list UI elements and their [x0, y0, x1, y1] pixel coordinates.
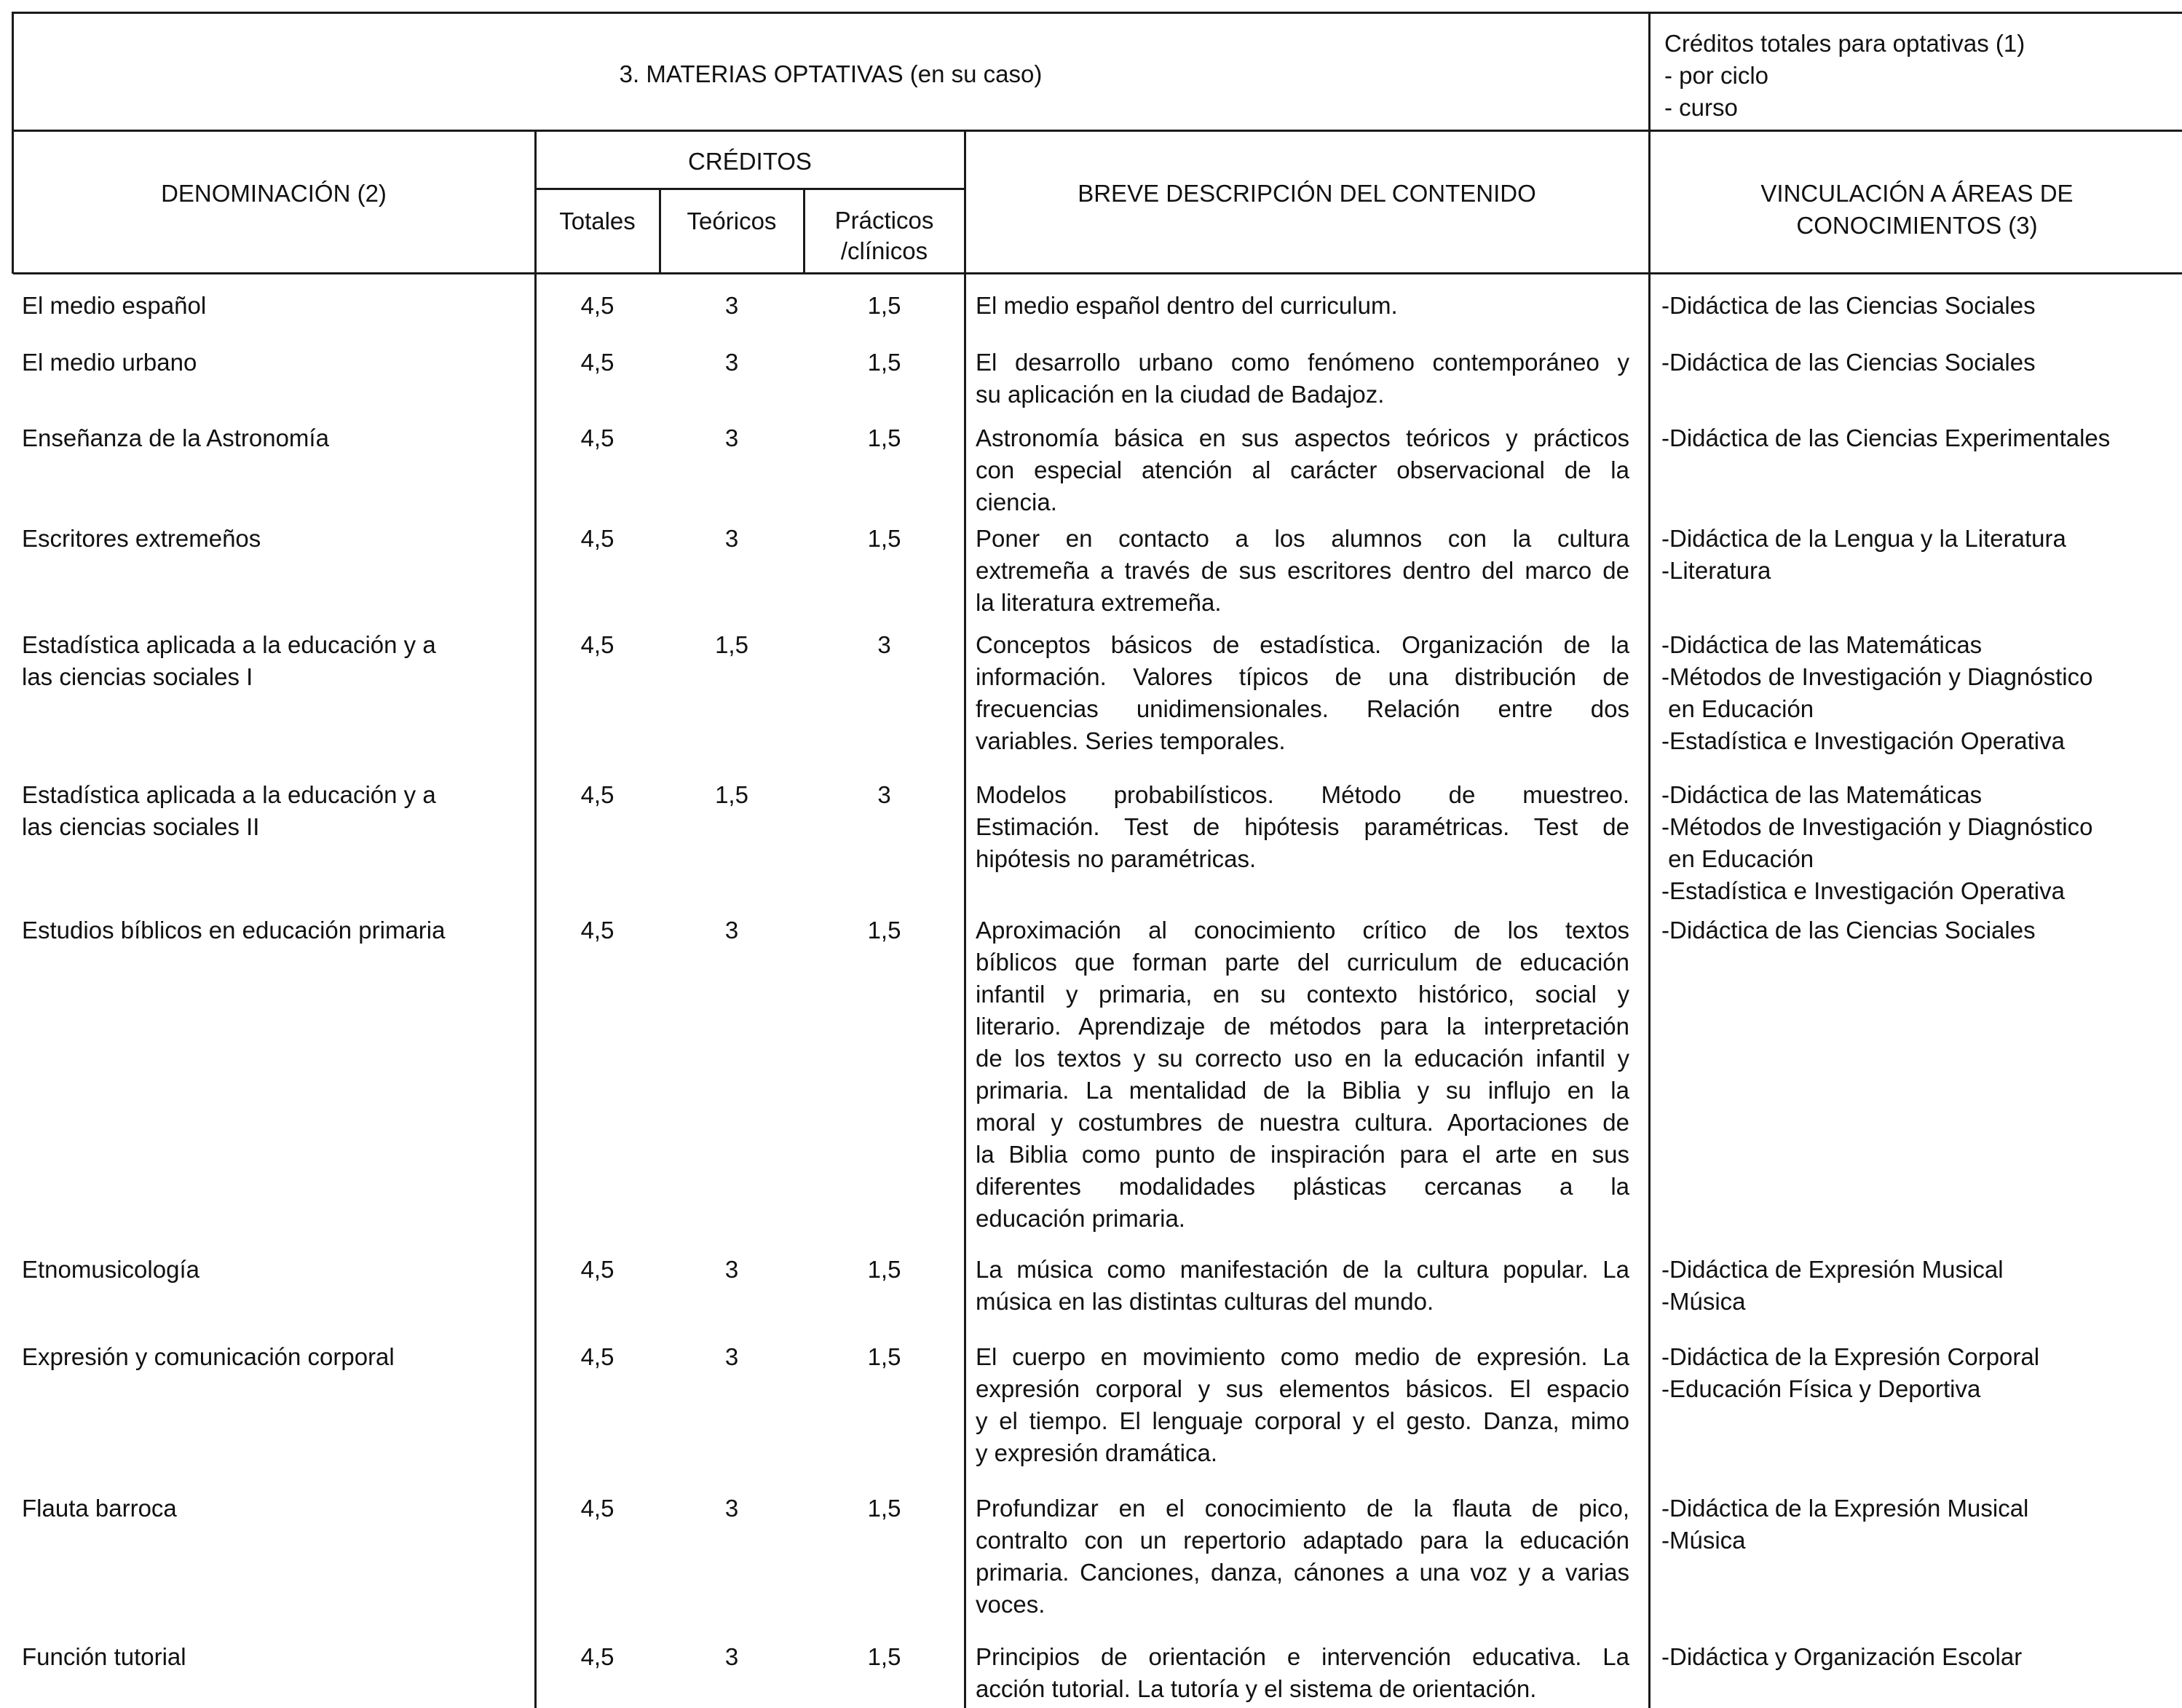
subject-name	[22, 629, 524, 693]
section-title: 3. MATERIAS OPTATIVAS (en su caso)	[619, 60, 1043, 87]
col-header-descripcion: BREVE DESCRIPCIÓN DEL CONTENIDO	[1078, 180, 1536, 207]
subject-name-line: Función tutorial	[22, 1643, 186, 1670]
description-line: primaria. Canciones, danza, cánones a una voz y a varias	[976, 1559, 1629, 1586]
description-line: ciencia.	[976, 489, 1057, 515]
description-line: Aproximación al conocimiento crítico de los textos	[976, 917, 1629, 944]
description-line: acción tutorial. La tutoría y el sistema de orientación.	[976, 1675, 1537, 1702]
subject-name-line: Expresión y comunicación corporal	[22, 1343, 395, 1370]
description-line: La música como manifestación de la cultura popular. La	[976, 1256, 1629, 1283]
description-line: música en las distintas culturas del mundo.	[976, 1288, 1434, 1315]
knowledge-areas	[1661, 347, 2182, 379]
col-header-creditos: CRÉDITOS	[688, 148, 812, 175]
credits-totales: 4,5	[580, 424, 614, 451]
subject-name	[22, 1341, 524, 1373]
knowledge-areas	[1661, 1641, 2182, 1673]
knowledge-area-item: -Música	[1661, 1288, 1746, 1315]
credits-teoricos: 1,5	[715, 631, 748, 658]
knowledge-area-item: -Didáctica de Expresión Musical	[1661, 1256, 2004, 1283]
knowledge-area-item: -Estadística e Investigación Operativa	[1661, 877, 2065, 904]
subject-name-line: Enseñanza de la Astronomía	[22, 424, 329, 451]
knowledge-area-item: -Didáctica y Organización Escolar	[1661, 1643, 2023, 1670]
col-header-practicos-line1: Prácticos	[834, 207, 934, 234]
knowledge-area-item: en Educación	[1661, 695, 1814, 722]
subject-name-line: Estadística aplicada a la educación y a	[22, 781, 436, 808]
content-description	[976, 1341, 1629, 1469]
description-line: extremeña a través de sus escritores dentro del marco de	[976, 557, 1629, 584]
credits-totales: 4,5	[580, 1256, 614, 1283]
credits-totales: 4,5	[580, 1643, 614, 1670]
knowledge-area-item: -Didáctica de las Ciencias Sociales	[1661, 292, 2036, 319]
knowledge-area-item: -Educación Física y Deportiva	[1661, 1375, 1981, 1402]
knowledge-area-item: -Didáctica de la Lengua y la Literatura	[1661, 525, 2066, 552]
subject-name-line: las ciencias sociales I	[22, 663, 253, 690]
subject-name-line: Estadística aplicada a la educación y a	[22, 631, 436, 658]
knowledge-area-item: -Didáctica de la Expresión Corporal	[1661, 1343, 2040, 1370]
credits-totales: 4,5	[580, 525, 614, 552]
col-header-denominacion: DENOMINACIÓN (2)	[161, 180, 387, 207]
col-header-vinculacion	[1650, 178, 2182, 242]
description-line: expresión corporal y sus elementos básicos. El espacio	[976, 1375, 1629, 1402]
content-description	[976, 1492, 1629, 1621]
knowledge-areas	[1661, 1492, 2182, 1557]
description-line: Conceptos básicos de estadística. Organización de la	[976, 631, 1629, 658]
credits-teoricos: 3	[724, 1256, 739, 1283]
subject-name-line: Estudios bíblicos en educación primaria	[22, 917, 446, 944]
description-line: variables. Series temporales.	[976, 727, 1286, 754]
description-line: Modelos probabilísticos. Método de muestreo.	[976, 781, 1629, 808]
knowledge-areas	[1661, 1341, 2182, 1405]
header-right-divider	[1648, 12, 1651, 1708]
content-description	[976, 523, 1629, 619]
description-line: su aplicación en la ciudad de Badajoz.	[976, 381, 1385, 408]
content-description	[976, 347, 1629, 411]
subject-name-line: las ciencias sociales II	[22, 813, 260, 840]
description-line: El desarrollo urbano como fenómeno contemporáneo y	[976, 349, 1629, 376]
knowledge-areas	[1661, 422, 2182, 454]
subject-name	[22, 1492, 524, 1525]
subject-name-line: Escritores extremeños	[22, 525, 261, 552]
credits-practicos: 1,5	[867, 424, 901, 451]
content-description	[976, 422, 1629, 518]
credits-practicos: 1,5	[867, 349, 901, 376]
description-line: bíblicos que forman parte del curriculum de educación	[976, 949, 1629, 976]
credits-practicos: 1,5	[867, 525, 901, 552]
knowledge-area-item: -Didáctica de las Matemáticas	[1661, 631, 1983, 658]
credits-teoricos: 3	[724, 917, 739, 944]
description-line: educación primaria.	[976, 1205, 1185, 1232]
knowledge-area-item: en Educación	[1661, 845, 1814, 872]
subject-name	[22, 422, 524, 454]
knowledge-area-item: -Métodos de Investigación y Diagnóstico	[1661, 663, 2093, 690]
knowledge-area-item: -Didáctica de la Expresión Musical	[1661, 1495, 2029, 1522]
credits-practicos: 1,5	[867, 1643, 901, 1670]
knowledge-areas	[1661, 290, 2182, 322]
col-header-teoricos: Teóricos	[687, 207, 777, 234]
credits-practicos: 1,5	[867, 292, 901, 319]
top-border	[13, 12, 2182, 14]
subject-name	[22, 1254, 524, 1286]
col-header-vinculacion-line1: VINCULACIÓN A ÁREAS DE	[1760, 180, 2074, 207]
credits-teoricos: 1,5	[715, 781, 748, 808]
description-line: El cuerpo en movimiento como medio de expresión. La	[976, 1343, 1629, 1370]
credits-total-block	[1664, 28, 2025, 124]
description-line: infantil y primaria, en su contexto histórico, social y	[976, 981, 1629, 1008]
knowledge-area-item: -Didáctica de las Ciencias Sociales	[1661, 349, 2036, 376]
description-line: contralto con un repertorio adaptado para la educación	[976, 1527, 1629, 1554]
subject-name-line: El medio urbano	[22, 349, 197, 376]
col-divider-creditos	[964, 130, 966, 1708]
credits-totales: 4,5	[580, 917, 614, 944]
knowledge-areas	[1661, 779, 2182, 907]
description-line: información. Valores típicos de una distribución de	[976, 663, 1629, 690]
description-line: literario. Aprendizaje de métodos para la interpretación	[976, 1013, 1629, 1040]
credits-practicos: 3	[877, 781, 891, 808]
knowledge-area-item: -Música	[1661, 1527, 1746, 1554]
content-description	[976, 1254, 1629, 1318]
knowledge-area-item: -Literatura	[1661, 557, 1771, 584]
content-description	[976, 1641, 1629, 1705]
left-border	[12, 12, 14, 274]
credits-total-label: Créditos totales para optativas (1)	[1664, 30, 2025, 57]
subject-name	[22, 779, 524, 843]
credits-practicos: 1,5	[867, 1256, 901, 1283]
content-description	[976, 290, 1629, 322]
description-line: Principios de orientación e intervención educativa. La	[976, 1643, 1629, 1670]
knowledge-areas	[1661, 914, 2182, 946]
description-line: y expresión dramática.	[976, 1439, 1217, 1466]
description-line: con especial atención al carácter observacional de la	[976, 456, 1629, 483]
content-description	[976, 779, 1629, 875]
knowledge-areas	[1661, 523, 2182, 587]
credits-teoricos: 3	[724, 1495, 739, 1522]
description-line: hipótesis no paramétricas.	[976, 845, 1257, 872]
description-line: Poner en contacto a los alumnos con la cultura	[976, 525, 1629, 552]
knowledge-area-item: -Didáctica de las Ciencias Experimentales	[1661, 424, 2111, 451]
description-line: diferentes modalidades plásticas cercanas a la	[976, 1173, 1629, 1200]
credits-per-cycle: - por ciclo	[1664, 62, 1769, 89]
credits-totales: 4,5	[580, 631, 614, 658]
description-line: la literatura extremeña.	[976, 589, 1222, 616]
subject-name	[22, 347, 524, 379]
subject-name	[22, 290, 524, 322]
credits-practicos: 1,5	[867, 1495, 901, 1522]
description-line: la Biblia como punto de inspiración para el arte en sus	[976, 1141, 1629, 1168]
credits-totales: 4,5	[580, 292, 614, 319]
subject-name	[22, 523, 524, 555]
knowledge-area-item: -Didáctica de las Matemáticas	[1661, 781, 1983, 808]
content-description	[976, 914, 1629, 1235]
subject-name	[22, 914, 524, 946]
description-line: Profundizar en el conocimiento de la flauta de pico,	[976, 1495, 1629, 1522]
description-line: voces.	[976, 1591, 1045, 1618]
creditos-subheader-border	[534, 188, 964, 190]
col-header-totales: Totales	[559, 207, 636, 234]
knowledge-areas	[1661, 629, 2182, 757]
column-header-bottom-border	[13, 272, 2182, 274]
subject-name	[22, 1641, 524, 1673]
col-header-practicos	[805, 205, 964, 266]
credits-teoricos: 3	[724, 292, 739, 319]
credits-totales: 4,5	[580, 349, 614, 376]
knowledge-area-item: -Didáctica de las Ciencias Sociales	[1661, 917, 2036, 944]
knowledge-areas	[1661, 1254, 2182, 1318]
knowledge-area-item: -Estadística e Investigación Operativa	[1661, 727, 2065, 754]
description-line: primaria. La mentalidad de la Biblia y su influjo en la	[976, 1077, 1629, 1104]
description-line: El medio español dentro del curriculum.	[976, 292, 1398, 319]
credits-teoricos: 3	[724, 424, 739, 451]
credits-teoricos: 3	[724, 525, 739, 552]
col-header-vinculacion-line2: CONOCIMIENTOS (3)	[1796, 212, 2038, 239]
subject-name-line: Flauta barroca	[22, 1495, 177, 1522]
credits-totales: 4,5	[580, 1343, 614, 1370]
col-header-practicos-line2: /clínicos	[840, 237, 928, 264]
credits-practicos: 3	[877, 631, 891, 658]
subject-name-line: El medio español	[22, 292, 207, 319]
credits-teoricos: 3	[724, 1643, 739, 1670]
description-line: Estimación. Test de hipótesis paramétricas. Test de	[976, 813, 1629, 840]
credits-teoricos: 3	[724, 349, 739, 376]
credits-totales: 4,5	[580, 1495, 614, 1522]
credits-practicos: 1,5	[867, 1343, 901, 1370]
knowledge-area-item: -Métodos de Investigación y Diagnóstico	[1661, 813, 2093, 840]
description-line: y el tiempo. El lenguaje corporal y el gesto. Danza, mimo	[976, 1407, 1629, 1434]
credits-totales: 4,5	[580, 781, 614, 808]
credits-per-course: - curso	[1664, 94, 1738, 121]
description-line: Astronomía básica en sus aspectos teóricos y prácticos	[976, 424, 1629, 451]
description-line: de los textos y su correcto uso en la educación infantil y	[976, 1045, 1629, 1072]
content-description	[976, 629, 1629, 757]
description-line: frecuencias unidimensionales. Relación entre dos	[976, 695, 1629, 722]
header-bottom-border	[13, 130, 2182, 132]
description-line: moral y costumbres de nuestra cultura. Aportaciones de	[976, 1109, 1629, 1136]
credits-teoricos: 3	[724, 1343, 739, 1370]
credits-practicos: 1,5	[867, 917, 901, 944]
subject-name-line: Etnomusicología	[22, 1256, 199, 1283]
